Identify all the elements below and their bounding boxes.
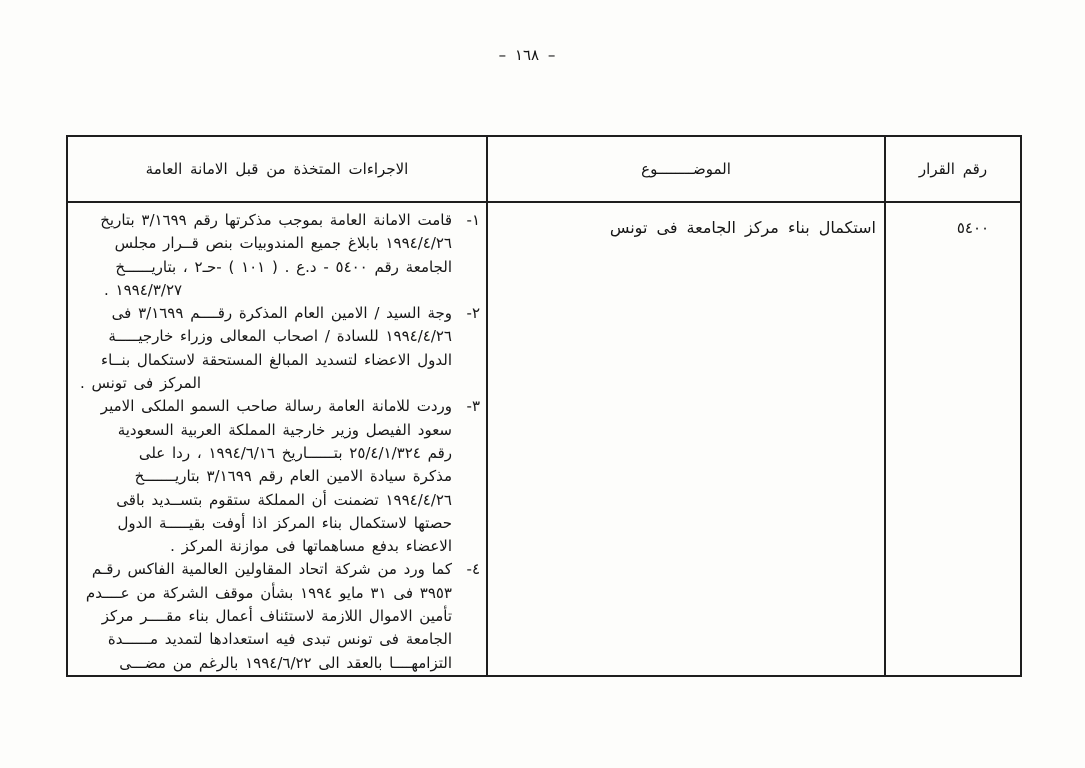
- action-line: ٣٩٥٣ فى ٣١ مايو ١٩٩٤ بشأن موقف الشركة من عــــدم: [85, 583, 452, 602]
- action-line: تأمين الاموال اللازمة لاستئناف أعمال بناء مقــــر مركز: [101, 607, 452, 626]
- action-line: الجامعة فى تونس تبدى فيه استعدادها لتمديد مــــــدة: [107, 630, 452, 649]
- action-line: كما ورد من شركة اتحاد المقاولين العالمية الفاكس رقـم: [91, 560, 452, 579]
- action-item: [78, 302, 480, 395]
- cell-decision-number: ٥٤٠٠: [884, 203, 1020, 675]
- action-line: حصتها لاستكمال بناء المركز اذا أوفت بقيـــــة الدول: [117, 513, 452, 532]
- action-line: الدول الاعضاء لتسديد المبالغ المستحقة لاستكمال بنــاء: [101, 350, 452, 369]
- action-line: الاعضاء بدفع مساهماتها فى موازنة المركز .: [170, 537, 452, 556]
- action-item: [78, 558, 480, 674]
- action-item: [78, 209, 480, 302]
- action-line: قامت الامانة العامة بموجب مذكرتها رقم ٣/١٦٩٩ بتاريخ: [100, 211, 452, 229]
- header-subject: الموضــــــــوع: [486, 137, 884, 201]
- action-line: رقم ٢٥/٤/١/٣٢٤ بتــــــاريخ ١٩٩٤/٦/١٦ ، ردا على: [138, 443, 452, 462]
- action-item-number: ١-: [466, 211, 480, 229]
- action-item: [78, 395, 480, 558]
- action-line: وجة السيد / الامين العام المذكرة رقــــم ٣/١٦٩٩ فى: [111, 304, 452, 323]
- header-actions-taken: الاجراءات المتخذة من قبل الامانة العامة: [145, 160, 409, 178]
- action-line: ١٩٩٤/٤/٢٦ تضمنت أن المملكة ستقوم بتســديد باقى: [116, 490, 452, 509]
- action-line: ١٩٩٤/٤/٢٦ بابلاغ جميع المندوبيات بنص قــرار مجلس: [114, 234, 452, 253]
- action-item-number: ٤-: [466, 560, 480, 579]
- action-line: المركز فى تونس .: [80, 374, 202, 393]
- action-line: سعود الفيصل وزير خارجية المملكة العربية السعودية: [117, 420, 452, 439]
- actions-list: [68, 203, 486, 675]
- action-line: مذكرة سيادة الامين العام رقم ٣/١٦٩٩ بتاريـــــــخ: [134, 467, 452, 486]
- cell-subject: استكمال بناء مركز الجامعة فى تونس: [486, 203, 884, 675]
- action-line: ١٩٩٤/٣/٢٧ .: [104, 280, 183, 299]
- action-line: الجامعة رقم ٥٤٠٠ - د.ع . ( ١٠١ ) -حـ٢ ، بتاريــــــخ: [115, 257, 452, 276]
- action-line: ١٩٩٤/٤/٢٦ للسادة / اصحاب المعالى وزراء خارجيـــــة: [108, 327, 452, 346]
- action-item-number: ٣-: [466, 397, 480, 416]
- page-number: – ١٦٨ –: [498, 46, 556, 64]
- action-item-number: ٢-: [466, 304, 480, 323]
- action-line: التزامهــــا بالعقد الى ١٩٩٤/٦/٢٢ بالرغم من مضـــى: [119, 653, 452, 672]
- decisions-table: [66, 135, 1022, 677]
- header-decision-number: رقم القرار: [884, 137, 1020, 201]
- table-header-row: [68, 137, 1020, 203]
- table-body-row: [68, 203, 1020, 675]
- action-line: وردت للامانة العامة رسالة صاحب السمو الملكى الامير: [100, 397, 452, 416]
